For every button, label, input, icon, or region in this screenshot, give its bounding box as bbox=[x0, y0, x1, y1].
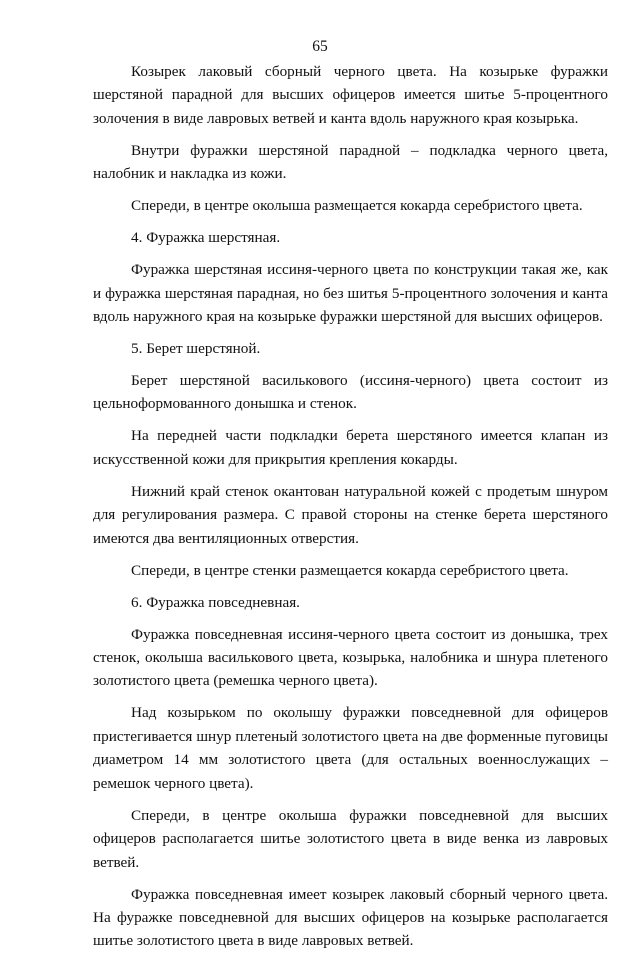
paragraph-cap-lining: Внутри фуражки шерстяной парадной – подкладка черного цвета, налобник и накладка из кожи. bbox=[93, 141, 608, 183]
paragraph-wool-cap: Фуражка шерстяная иссиня-черного цвета по конструкции такая же, как и фуражка шерстяная парадная, но без шитья 5-процентного золочения и канта вдоль наружного края на козырьке фуражки шерстяной для высших офицеров. bbox=[93, 261, 608, 326]
paragraph-beret-lining: На передней части подкладки берета шерстяного имеется клапан из искусственной кожи для прикрытия крепления кокарды. bbox=[93, 427, 608, 468]
heading-wool-beret: 5. Берет шерстяной. bbox=[131, 340, 261, 358]
paragraph-cockade-band: Спереди, в центре околыша размещается кокарда серебристого цвета. bbox=[131, 197, 583, 215]
paragraph-everyday-cap-construction: Фуражка повседневная иссиня-черного цвета состоит из донышка, трех стенок, околыша василькового цвета, козырька, налобника и шнура плетеного золотистого цвета (ремешка черного цвета). bbox=[93, 625, 608, 690]
paragraph-everyday-cap-cord: Над козырьком по околышу фуражки повседневной для офицеров пристегивается шнур плетеный золотистого цвета на две форменные пуговицы диаметром 14 мм золотистого цвета (для остальных военнослужащих – ремешок черного цвета). bbox=[93, 704, 608, 792]
paragraph-everyday-cap-embroidery: Спереди, в центре околыша фуражки повседневной для высших офицеров располагается шитье золотистого цвета в виде венка из лавровых ветвей. bbox=[93, 806, 608, 871]
document-body bbox=[93, 60, 608, 953]
paragraph-visor-description: Козырек лаковый сборный черного цвета. На козырьке фуражки шерстяной парадной для высших офицеров имеется шитье 5-процентного золочения в виде лавровых ветвей и канта вдоль наружного края козырька. bbox=[93, 63, 608, 127]
paragraph-beret-construction: Берет шерстяной василькового (иссиня-черного) цвета состоит из цельноформованного донышка и стенок. bbox=[93, 372, 608, 413]
paragraph-beret-edge: Нижний край стенок окантован натуральной кожей с продетым шнуром для регулирования размера. С правой стороны на стенке берета шерстяного имеются два вентиляционных отверстия. bbox=[93, 482, 608, 547]
paragraph-everyday-cap-visor: Фуражка повседневная имеет козырек лаковый сборный черного цвета. На фуражке повседневной для высших офицеров на козырьке располагается шитье золотистого цвета в виде лавровых ветвей. bbox=[93, 885, 608, 950]
heading-everyday-cap: 6. Фуражка повседневная. bbox=[131, 593, 300, 611]
heading-wool-cap: 4. Фуражка шерстяная. bbox=[131, 229, 281, 247]
page-number: 65 bbox=[312, 38, 328, 55]
paragraph-beret-cockade: Спереди, в центре стенки размещается кокарда серебристого цвета. bbox=[131, 561, 569, 579]
